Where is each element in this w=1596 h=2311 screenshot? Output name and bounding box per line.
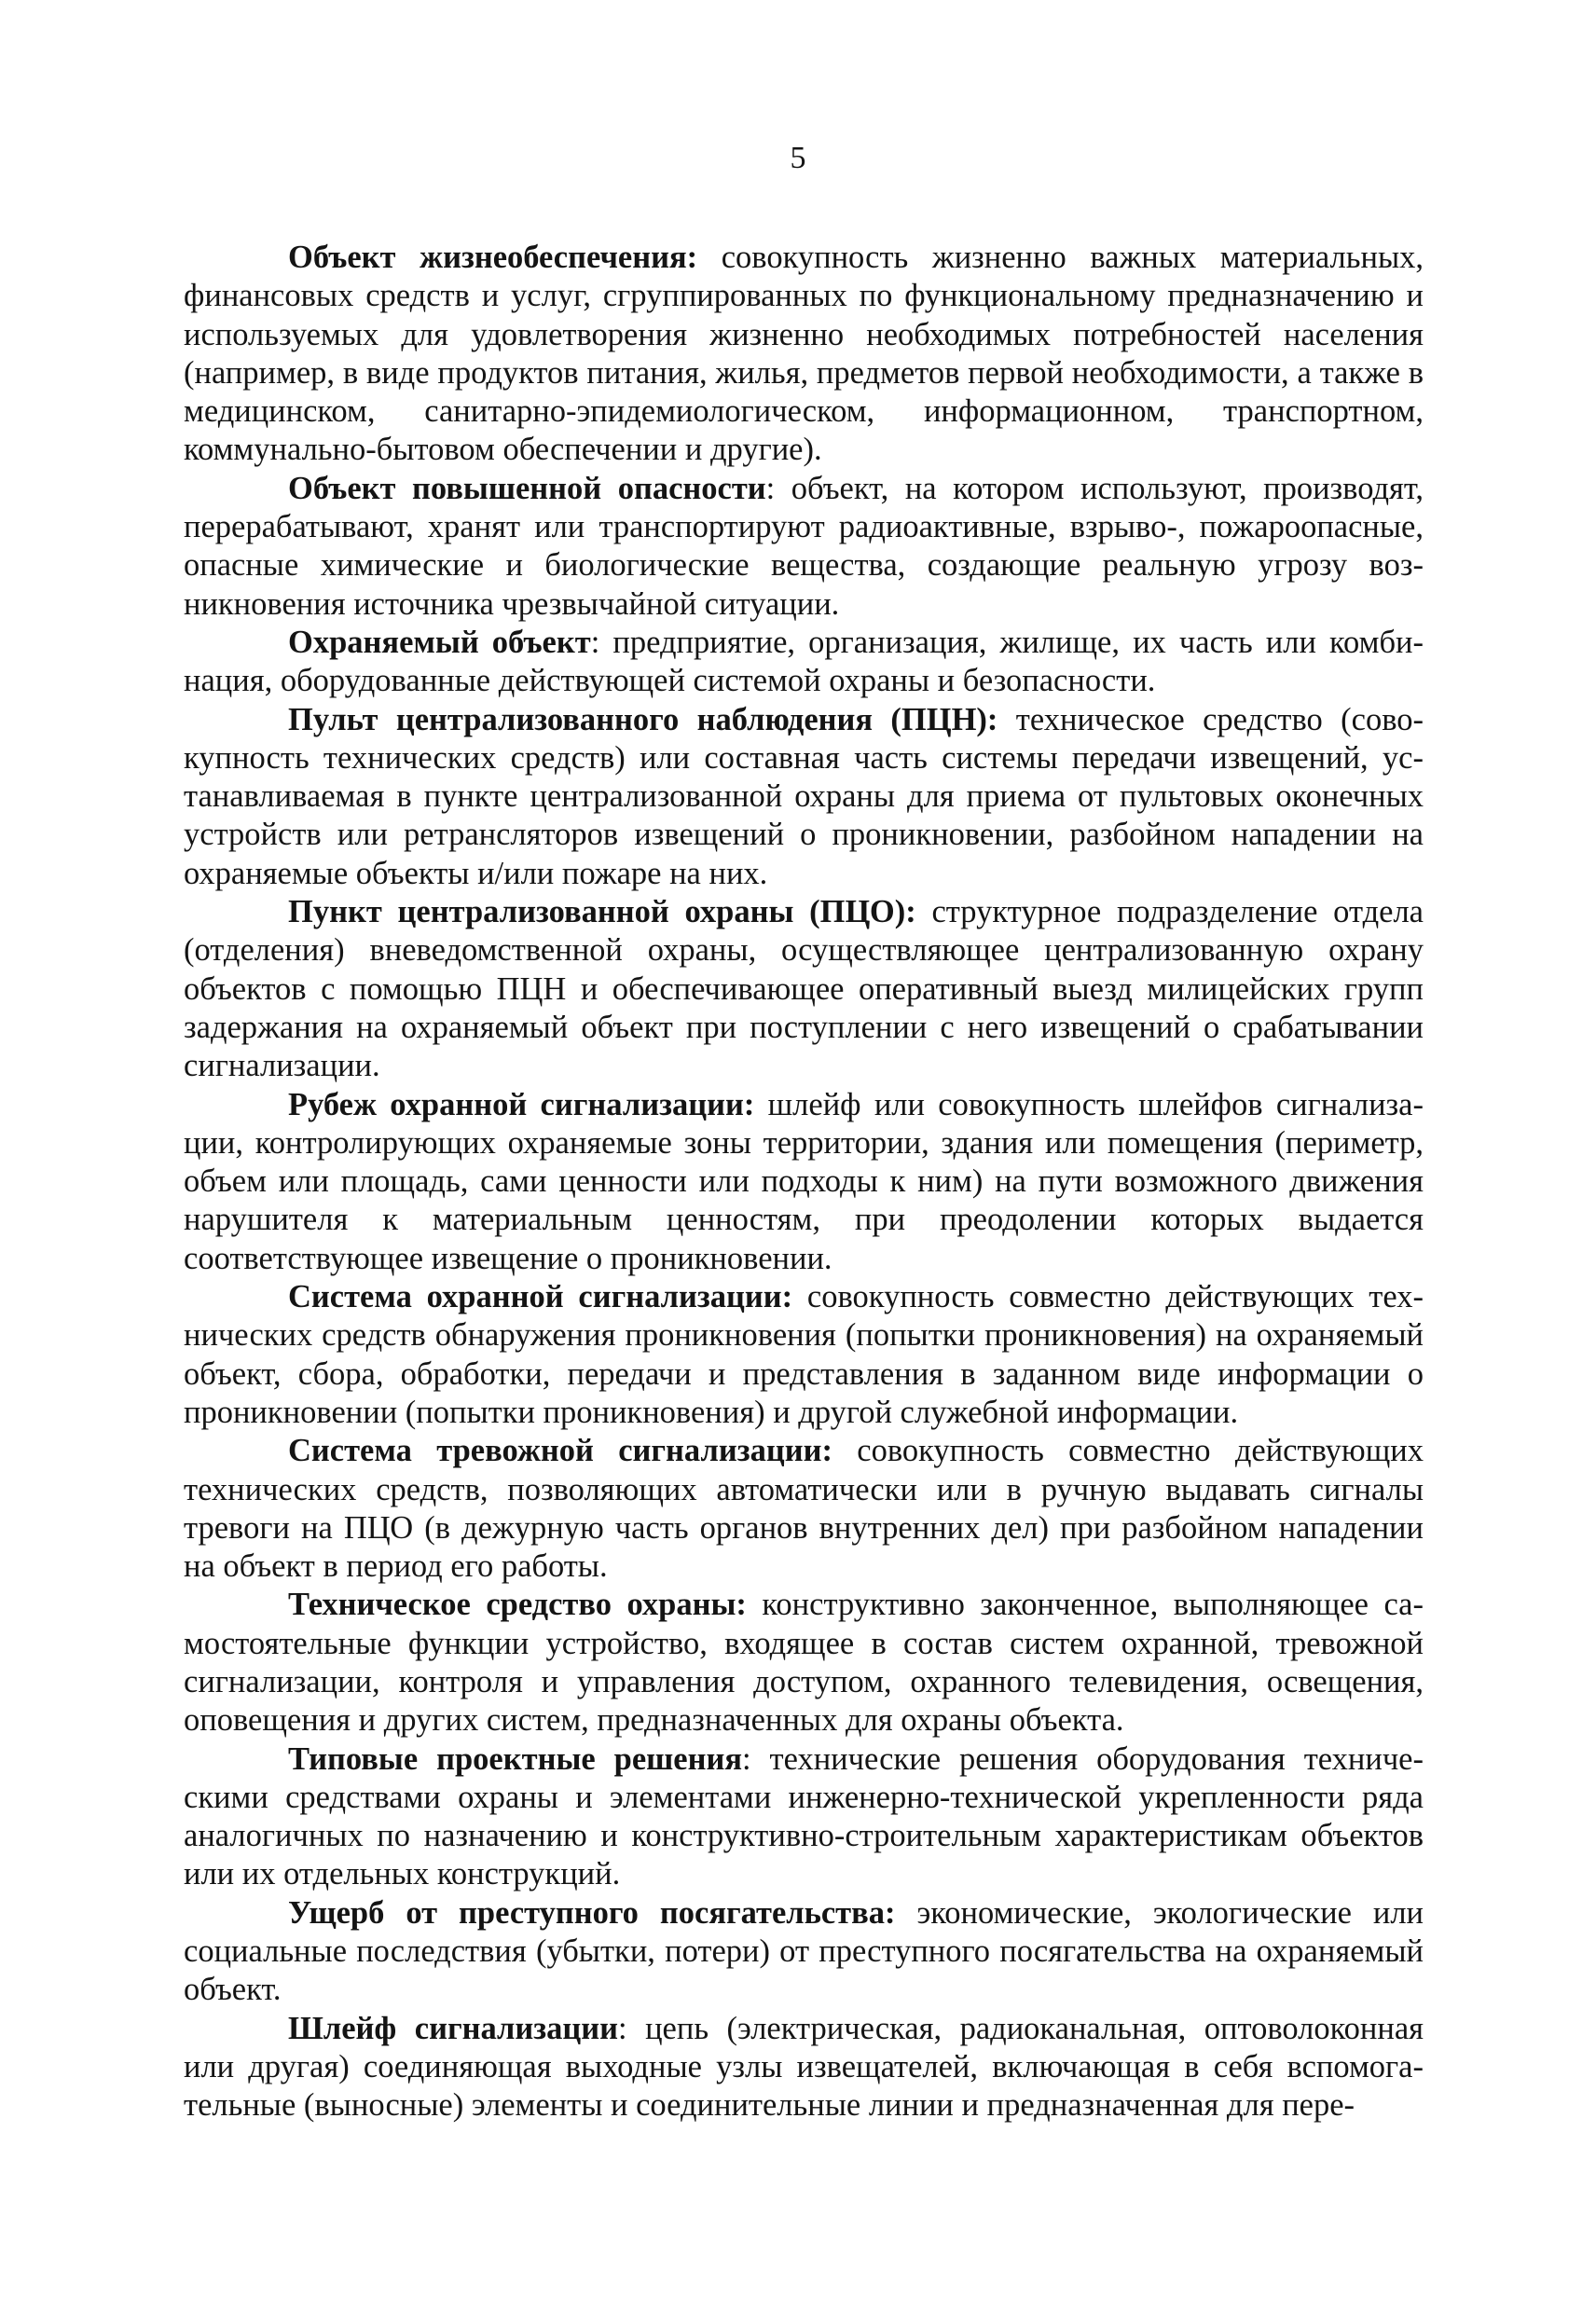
glossary-term: Пульт централизованного наблюдения (ПЦН): (288, 701, 998, 737)
glossary-entry (184, 1740, 1424, 1894)
glossary-term: Пункт централизованной охраны (ПЦО): (288, 894, 916, 930)
glossary-term: Система охранной сигнализации: (288, 1279, 793, 1315)
glossary-term: Техническое средство охраны: (288, 1587, 747, 1623)
glossary-definition: совокупность жизненно важных материальных, финансовых средств и услуг, сгруппированных по функциональному предназначению и используемых для удовлетворения жизненно необходимых потребностей населения (например, в виде продуктов питания, жилья, предметов первой необходимости, а также в медицинском, санитарно-эпидемиологическом, информационном, транспортном, коммунально-бытовом обеспечении и другие). (184, 240, 1424, 468)
glossary-term: Охраняемый объект (288, 624, 591, 660)
glossary-entry (184, 2010, 1424, 2125)
glossary-definition: совокупность совместно действующих технических средств обнаружения проникновения (попытки проникновения) на охраняемый объект, сбора, обработки, передачи и представления в заданном виде информации о проникновении (попытки проникновения) и другой служебной информации. (184, 1279, 1424, 1430)
page-number: 5 (790, 141, 806, 175)
glossary-body (184, 239, 1424, 2125)
glossary-definition: техническое средство (совокупность технических средств) или составная часть системы передачи извещений, устанавливаемая в пункте централизованной охраны для приема от пультовых оконечных устройств или ретрансляторов извещений о проникновении, разбойном нападении на охраняемые объекты и/или пожаре на них. (184, 701, 1424, 891)
glossary-definition: : цепь (электрическая, радиоканальная, оптоволоконная или другая) соединяющая выходные узлы извещателей, включающая в себя вспомогательные (выносные) элементы и соединительные линии и предназначенная для пере- (184, 2010, 1424, 2124)
glossary-term: Ущерб от преступного посягательства: (288, 1894, 896, 1931)
glossary-definition: : предприятие, организация, жилище, их часть или комбинация, оборудованные действующей системой охраны и безопасности. (184, 624, 1424, 699)
glossary-entry (184, 893, 1424, 1085)
glossary-entry (184, 1086, 1424, 1278)
glossary-definition: : технические решения оборудования техническими средствами охраны и элементами инженерно-технической укрепленности ряда аналогичных по назначению и конструктивно-строительным характеристикам объектов или их отдельных конструкций. (184, 1740, 1424, 1892)
glossary-term: Шлейф сигнализации (288, 2010, 619, 2046)
glossary-term: Объект жизнеобеспечения: (288, 240, 698, 275)
glossary-entry (184, 470, 1424, 624)
glossary-definition: структурное подразделение отдела (отделения) вневедомственной охраны, осуществляющее централизованную охрану объектов с помощью ПЦН и обеспечивающее оперативный выезд милицейских групп задержания на охраняемый объект при поступлении с него извещений о срабатывании сигнализации. (184, 894, 1424, 1084)
glossary-term: Система тревожной сигнализации: (288, 1433, 832, 1469)
glossary-definition: : объект, на котором используют, производят, перерабатывают, хранят или транспортируют радиоактивные, взрыво-, пожароопасные, опасные химические и биологические вещества, создающие реальную угрозу возникновения источника чрезвычайной ситуации. (184, 470, 1424, 622)
glossary-definition: шлейф или совокупность шлейфов сигнализации, контролирующих охраняемые зоны территории, здания или помещения (периметр, объем или площадь, сами ценности или подходы к ним) на пути возможного движения нарушителя к материальным ценностям, при преодолении которых выдается соответствующее извещение о проникновении. (184, 1086, 1424, 1276)
glossary-entry (184, 1894, 1424, 2010)
glossary-entry (184, 624, 1424, 701)
glossary-term: Рубеж охранной сигнализации: (288, 1086, 755, 1122)
glossary-term: Типовые проектные решения (288, 1740, 742, 1777)
glossary-term: Объект повышенной опасности (288, 470, 766, 506)
glossary-definition: совокупность совместно действующих технических средств, позволяющих автоматически или в ручную выдавать сигналы тревоги на ПЦО (в дежурную часть органов внутренних дел) при разбойном нападении на объект в период его работы. (184, 1433, 1424, 1585)
glossary-entry (184, 239, 1424, 470)
glossary-definition: конструктивно законченное, выполняющее самостоятельные функции устройство, входящее в состав систем охранной, тревожной сигнализации, контроля и управления доступом, охранного телевидения, освещения, оповещения и других систем, предназначенных для охраны объекта. (184, 1587, 1424, 1739)
glossary-definition: экономические, экологические или социальные последствия (убытки, потери) от преступного посягательства на охраняемый объект. (184, 1894, 1424, 2008)
glossary-entry (184, 701, 1424, 893)
glossary-entry (184, 1278, 1424, 1432)
glossary-entry (184, 1586, 1424, 1740)
glossary-entry (184, 1432, 1424, 1586)
